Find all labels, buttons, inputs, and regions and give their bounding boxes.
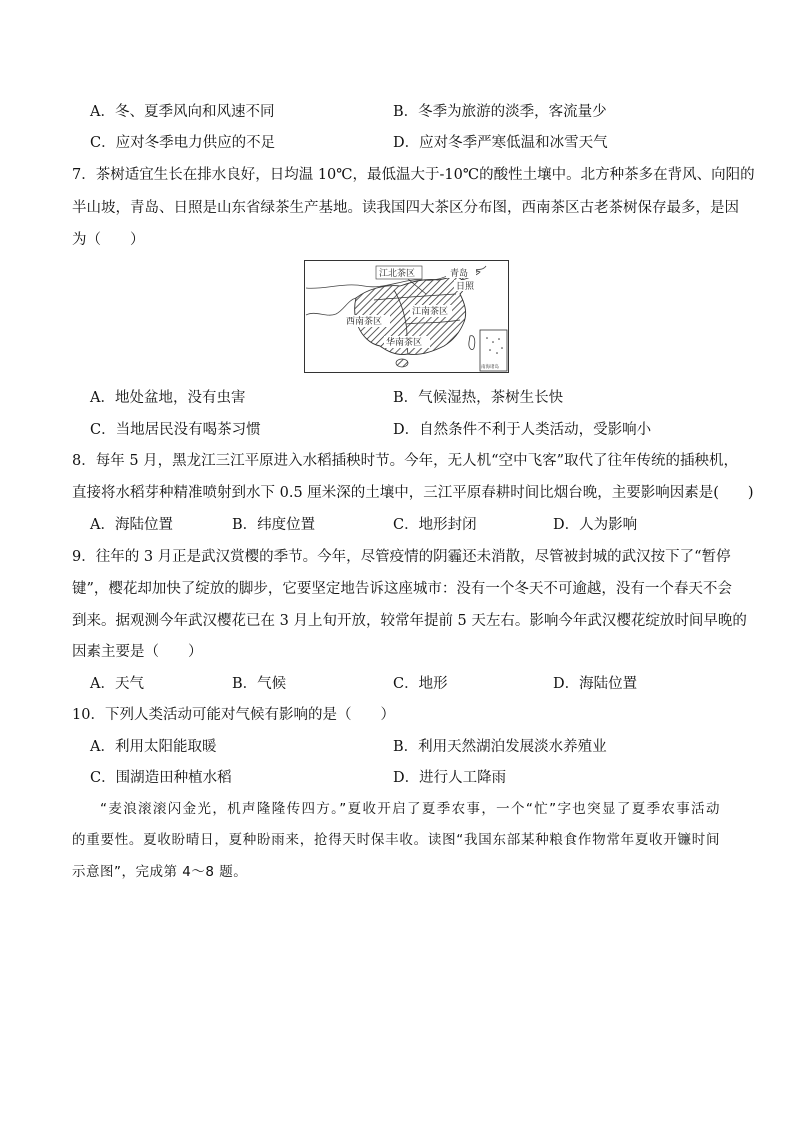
q7-stem-line-3: 为（ ） [72, 232, 145, 248]
q9-stem-line-2: 键”，樱花却加快了绽放的脚步，它要坚定地告诉这座城市：没有一个冬天不可逾越，没有一个春天不会 [72, 581, 732, 597]
q9-option-c[interactable]: C．地形 [393, 676, 448, 692]
tea-region-map [304, 260, 509, 373]
label-xinan: 西南茶区 [346, 317, 383, 327]
passage-line-1: “麦浪滚滚闪金光，机声隆隆传四方。”夏收开启了夏季农事，一个“忙”字也突显了夏季农事活动 [100, 801, 720, 817]
q6-option-c[interactable]: C．应对冬季电力供应的不足 [90, 135, 276, 151]
q6-option-d[interactable]: D．应对冬季严寒低温和冰雪天气 [393, 135, 608, 151]
q9-option-b[interactable]: B．气候 [232, 676, 287, 692]
q8-option-b[interactable]: B．纬度位置 [232, 517, 316, 533]
label-jiangbei: 江北茶区 [379, 269, 416, 279]
q8-stem-line-1: 8．每年 5 月，黑龙江三江平原进入水稻插秧时节。今年，无人机“空中飞客”取代了往年传统的插秧机， [72, 453, 738, 469]
q8-stem-line-2: 直接将水稻芽种精准喷射到水下 0.5 厘米深的土壤中，三江平原春耕时间比烟台晚，主要影响因素是( ) [72, 485, 754, 501]
taiwan-island [469, 336, 475, 350]
q10-option-b[interactable]: B．利用天然湖泊发展淡水养殖业 [393, 739, 607, 755]
hainan-island [396, 359, 408, 367]
q10-stem: 10．下列人类活动可能对气候有影响的是（ ） [72, 707, 395, 723]
q7-option-c[interactable]: C．当地居民没有喝茶习惯 [90, 422, 261, 438]
q9-option-a[interactable]: A．天气 [90, 676, 144, 692]
q6-option-b[interactable]: B．冬季为旅游的淡季，客流量少 [393, 104, 607, 120]
q7-stem-line-2: 半山坡，青岛、日照是山东省绿茶生产基地。读我国四大茶区分布图，西南茶区古老茶树保存最多，是因 [72, 200, 739, 216]
q9-stem-line-3: 到来。据观测今年武汉樱花已在 3 月上旬开放，较常年提前 5 天左右。影响今年武汉樱花绽放时间早晚的 [72, 613, 747, 629]
q9-stem-line-1: 9．往年的 3 月正是武汉赏樱的季节。今年，尽管疫情的阴霾还未消散，尽管被封城的武汉按下了“暂停 [72, 549, 731, 565]
q9-option-d[interactable]: D．海陆位置 [553, 676, 638, 692]
q9-stem-line-4: 因素主要是（ ） [72, 644, 203, 660]
q7-option-a[interactable]: A．地处盆地，没有虫害 [90, 390, 246, 406]
q7-stem-line-1: 7．茶树适宜生长在排水良好，日均温 10℃，最低温大于-10℃的酸性土壤中。北方种茶多在背风、向阳的 [72, 167, 755, 183]
q8-option-d[interactable]: D．人为影响 [553, 517, 638, 533]
q10-option-d[interactable]: D．进行人工降雨 [393, 770, 507, 786]
q8-option-a[interactable]: A．海陆位置 [90, 517, 173, 533]
label-huanan: 华南茶区 [386, 338, 423, 348]
q10-option-a[interactable]: A．利用太阳能取暖 [90, 739, 217, 755]
label-nanhai: 南海诸岛 [481, 365, 499, 370]
label-rizhao: 日照 [456, 282, 475, 292]
label-jiangnan: 江南茶区 [412, 307, 449, 317]
q8-option-c[interactable]: C．地形封闭 [393, 517, 477, 533]
q6-option-a[interactable]: A．冬、夏季风向和风速不同 [90, 104, 275, 120]
q7-option-b[interactable]: B．气候湿热，茶树生长快 [393, 390, 564, 406]
passage-line-3: 示意图”，完成第 4～8 题。 [72, 864, 248, 880]
passage-line-2: 的重要性。夏收盼晴日，夏种盼雨来，抢得天时保丰收。读图“我国东部某种粮食作物常年夏收开镰时间 [72, 832, 720, 848]
label-qingdao: 青岛 [450, 269, 469, 279]
q7-option-d[interactable]: D．自然条件不利于人类活动，受影响小 [393, 422, 652, 438]
q10-option-c[interactable]: C．围湖造田种植水稻 [90, 770, 232, 786]
